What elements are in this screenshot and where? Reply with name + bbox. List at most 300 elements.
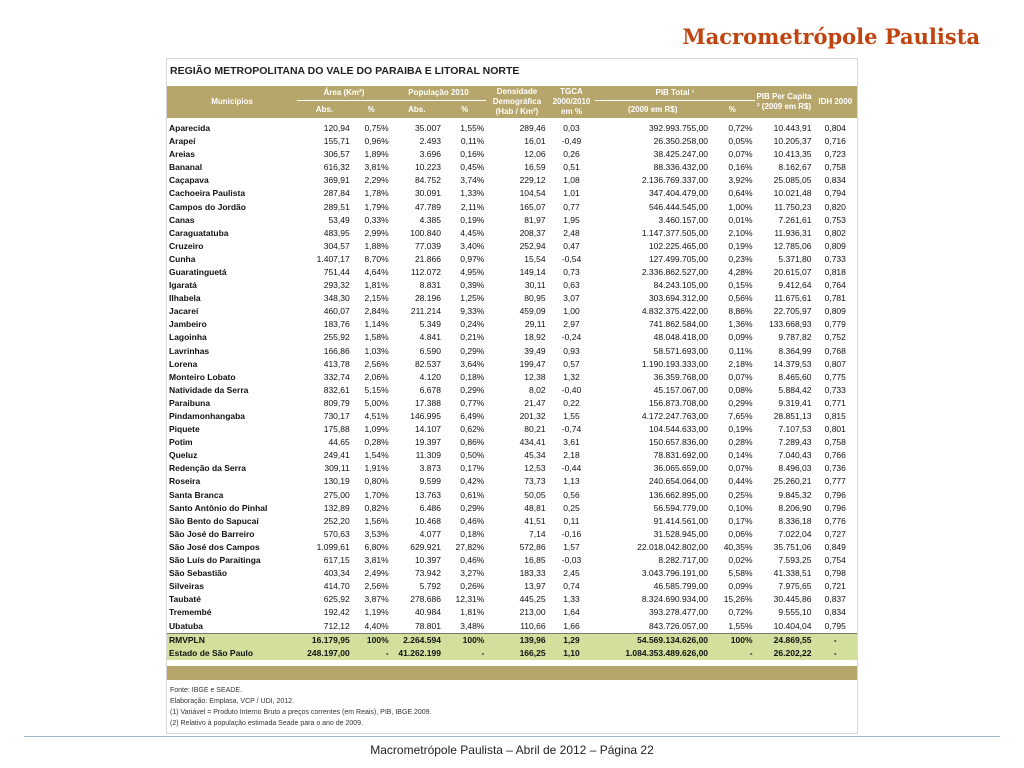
area-abs-cell: 120,94: [323, 123, 350, 133]
pop-pct-cell: 4,95%: [460, 266, 485, 277]
densidade-cell: 16,01: [524, 136, 546, 147]
idh-cell: 0,837: [824, 594, 846, 605]
area-pct-cell: 6,80%: [364, 541, 389, 552]
densidade-cell: 39,49: [524, 345, 546, 356]
table-notes: [167, 680, 857, 733]
idh-cell: 0,809: [824, 240, 846, 251]
pib-total-cell: 91.414.561,00: [653, 515, 709, 526]
pib-total-cell: 1.147.377.505,00: [641, 227, 709, 238]
pop-pct-cell: 0,29%: [460, 502, 485, 513]
pop-pct-cell: 4,45%: [460, 227, 485, 238]
area-pct-cell: 5,15%: [364, 384, 389, 395]
area-abs-cell: 289,51: [323, 201, 350, 212]
pib-total-cell: 741.862.584,00: [648, 319, 709, 330]
idh-cell: 0,777: [824, 476, 846, 487]
table-row: [167, 541, 857, 554]
densidade-cell: 41,51: [524, 515, 546, 526]
pib-total-cell: 136.662.895,00: [648, 489, 709, 500]
area-pct-cell: 1,78%: [364, 188, 389, 199]
municipio-cell: Estado de São Paulo: [167, 647, 297, 660]
densidade-cell: 15,54: [524, 253, 546, 264]
area-abs-cell: 617,15: [323, 555, 350, 566]
pib-per-capita-cell: 7.261,61: [778, 214, 812, 225]
pop-abs-cell: 4.077: [419, 528, 441, 539]
pib-total-cell: 56.594.779,00: [653, 502, 709, 513]
pib-pct-cell: 0,56%: [728, 293, 753, 304]
pib-per-capita-cell: 7.040,43: [778, 450, 812, 461]
pib-pct-cell: 0,10%: [728, 502, 753, 513]
pop-pct-cell: 27,82%: [455, 541, 485, 552]
pop-abs-cell: 11.309: [415, 450, 441, 461]
header-idh: IDH 2000: [814, 86, 858, 118]
pop-pct-cell: 12,31%: [455, 594, 485, 605]
municipal-data-table: [167, 86, 857, 660]
table-row: [167, 358, 857, 371]
pib-per-capita-cell: 8.206,90: [778, 502, 812, 513]
pib-total-cell: 26.350.258,00: [653, 136, 709, 147]
area-abs-cell: 252,20: [323, 515, 350, 526]
densidade-cell: 434,41: [519, 437, 546, 448]
table-row: [167, 397, 857, 410]
pop-pct-cell: 1,25%: [460, 293, 485, 304]
area-pct-cell: 2,56%: [364, 358, 389, 369]
pop-pct-cell: 0,39%: [460, 280, 485, 291]
pib-pct-cell: 0,07%: [728, 463, 753, 474]
densidade-cell: 45,34: [524, 450, 546, 461]
total-row: [167, 633, 857, 647]
total-row: [167, 647, 857, 660]
pop-abs-cell: 10.468: [414, 515, 441, 526]
area-pct-cell: 1,88%: [364, 240, 389, 251]
pib-total-cell: 1.084.353.489.626,00: [595, 647, 710, 660]
table-row: [167, 502, 857, 515]
header-area: Área (Km²): [297, 86, 390, 101]
pop-abs-cell: 41.262.199: [391, 647, 443, 660]
table-row: [167, 593, 857, 606]
municipio-cell: Taubaté: [169, 594, 201, 605]
tgca-cell: 1,32: [563, 371, 580, 382]
pib-per-capita-cell: 10.413,35: [773, 149, 812, 160]
municipio-cell: Roseira: [169, 476, 201, 487]
idh-cell: 0,779: [824, 319, 846, 330]
area-pct-cell: 1,79%: [364, 201, 389, 212]
pib-pct-cell: 100%: [710, 633, 755, 647]
pop-abs-cell: 112.072: [410, 266, 441, 277]
pop-abs-cell: 35.007: [414, 123, 441, 133]
idh-cell: 0,766: [824, 450, 846, 461]
densidade-cell: 8,02: [529, 384, 546, 395]
pib-pct-cell: 0,09%: [728, 581, 753, 592]
table-row: [167, 449, 857, 462]
tgca-cell: -0,16: [561, 528, 582, 539]
table-row: [167, 161, 857, 174]
municipio-cell: Lorena: [169, 358, 198, 369]
idh-cell: 0,809: [824, 306, 846, 317]
pop-pct-cell: 6,49%: [460, 411, 485, 422]
pop-abs-cell: 4.120: [419, 371, 441, 382]
densidade-cell: 81,97: [524, 214, 546, 225]
table-row: [167, 292, 857, 305]
pib-pct-cell: 3,92%: [728, 175, 753, 186]
idh-cell: 0,764: [824, 280, 846, 291]
pib-per-capita-cell: 8.496,03: [778, 463, 812, 474]
pib-total-cell: 36.359.768,00: [653, 371, 709, 382]
table-row: [167, 384, 857, 397]
area-abs-cell: 309,11: [324, 463, 350, 474]
pib-per-capita-cell: 25.085,05: [773, 175, 812, 186]
pop-pct-cell: 0,62%: [460, 424, 485, 435]
pib-per-capita-cell: 7.022,04: [778, 528, 812, 539]
area-abs-cell: 248.197,00: [297, 647, 352, 660]
pib-total-cell: 393.278.477,00: [648, 607, 709, 618]
densidade-cell: 21,47: [524, 397, 546, 408]
densidade-cell: 7,14: [529, 528, 546, 539]
idh-cell: 0,752: [824, 332, 846, 343]
pib-total-cell: 36.065.659,00: [653, 463, 709, 474]
pib-total-cell: 31.528.945,00: [653, 528, 709, 539]
pop-pct-cell: 0,11%: [460, 136, 485, 147]
area-abs-cell: 293,32: [323, 280, 350, 291]
area-abs-cell: 306,57: [323, 149, 350, 160]
tgca-cell: 0,63: [563, 280, 580, 291]
pib-per-capita-cell: 20.615,07: [773, 266, 812, 277]
pib-pct-cell: 0,01%: [728, 214, 753, 225]
municipio-cell: Cunha: [169, 253, 196, 264]
area-abs-cell: 413,78: [323, 358, 350, 369]
area-abs-cell: 730,17: [323, 411, 350, 422]
pib-pct-cell: 0,07%: [728, 371, 753, 382]
idh-cell: 0,781: [824, 293, 846, 304]
tgca-cell: 2,45: [563, 568, 580, 579]
pib-per-capita-cell: 41.338,51: [773, 568, 812, 579]
idh-cell: 0,818: [824, 266, 846, 277]
table-row: [167, 567, 857, 580]
densidade-cell: 104,54: [519, 188, 546, 199]
municipio-cell: São Sebastião: [169, 568, 228, 579]
pib-total-cell: 22.018.042.802,00: [637, 541, 709, 552]
tgca-cell: -0,40: [561, 384, 582, 395]
table-row: [167, 554, 857, 567]
header-pib-per-capita: PIB Per Capita ² (2009 em R$): [755, 86, 814, 118]
idh-cell: 0,834: [824, 607, 846, 618]
area-abs-cell: 16.179,95: [297, 633, 352, 647]
pop-abs-cell: 82.537: [414, 358, 441, 369]
header-municipios: Municípios: [167, 86, 297, 118]
pib-total-cell: 54.569.134.626,00: [595, 633, 710, 647]
densidade-cell: 30,11: [524, 280, 546, 291]
idh-cell: 0,758: [824, 162, 846, 173]
pib-pct-cell: 0,72%: [728, 607, 753, 618]
area-pct-cell: 0,80%: [364, 476, 389, 487]
pib-pct-cell: 4,28%: [728, 266, 753, 277]
table-row: [167, 423, 857, 436]
pop-pct-cell: 0,46%: [460, 515, 485, 526]
pop-pct-cell: -: [443, 647, 486, 660]
pib-pct-cell: 0,25%: [728, 489, 753, 500]
pib-total-cell: 2.136.769.337,00: [641, 175, 709, 186]
pib-total-cell: 8.282.717,00: [658, 555, 709, 566]
tgca-cell: 2,18: [563, 450, 580, 461]
tgca-cell: 1,95: [563, 214, 580, 225]
area-pct-cell: 2,29%: [364, 175, 389, 186]
pib-pct-cell: -: [710, 647, 755, 660]
header-densidade: Densidade Demográfica (Hab / Km²): [486, 86, 547, 118]
area-abs-cell: 132,89: [323, 502, 350, 513]
pib-total-cell: 8.324.690.934,00: [641, 594, 709, 605]
pib-total-cell: 156.873.708,00: [648, 397, 709, 408]
header-populacao: População 2010: [391, 86, 487, 101]
pib-total-cell: 84.243.105,00: [653, 280, 709, 291]
area-pct-cell: 0,28%: [364, 437, 389, 448]
pib-total-cell: 1.190.193.333,00: [641, 358, 709, 369]
pop-pct-cell: 0,86%: [460, 437, 485, 448]
pop-abs-cell: 14.107: [414, 424, 441, 435]
idh-cell: 0,815: [824, 411, 846, 422]
area-pct-cell: 2,06%: [364, 371, 389, 382]
pib-per-capita-cell: 5.371,80: [778, 253, 812, 264]
densidade-cell: 149,14: [519, 266, 546, 277]
densidade-cell: 252,94: [519, 240, 546, 251]
tgca-cell: 1,13: [563, 476, 580, 487]
area-pct-cell: 1,89%: [364, 149, 389, 160]
municipio-cell: São Bento do Sapucaí: [169, 515, 259, 526]
tgca-cell: 0,74: [563, 581, 580, 592]
table-row: [167, 279, 857, 292]
tgca-cell: 1,10: [548, 647, 596, 660]
densidade-cell: 110,66: [520, 620, 546, 631]
pop-abs-cell: 30.091: [414, 188, 441, 199]
pib-per-capita-cell: 12.785,06: [773, 240, 812, 251]
area-abs-cell: 304,57: [323, 240, 350, 251]
pib-pct-cell: 0,09%: [728, 332, 753, 343]
pop-abs-cell: 6.678: [419, 384, 441, 395]
tgca-cell: 0,57: [563, 358, 580, 369]
idh-cell: 0,768: [824, 345, 846, 356]
table-row: [167, 331, 857, 344]
pib-pct-cell: 1,55%: [728, 620, 753, 631]
area-pct-cell: 2,15%: [364, 293, 389, 304]
pib-total-cell: 4.172.247.763,00: [641, 411, 709, 422]
pop-abs-cell: 4.841: [419, 332, 441, 343]
municipio-cell: Caraguatatuba: [169, 227, 229, 238]
table-row: [167, 214, 857, 227]
area-pct-cell: 4,40%: [364, 620, 389, 631]
area-pct-cell: 2,84%: [364, 306, 389, 317]
area-abs-cell: 369,91: [323, 175, 350, 186]
pib-per-capita-cell: 8.364,99: [778, 345, 812, 356]
area-abs-cell: 44,65: [328, 437, 350, 448]
footer-divider: [24, 736, 1000, 737]
area-abs-cell: 751,44: [323, 266, 350, 277]
densidade-cell: 18,92: [524, 332, 546, 343]
area-pct-cell: 1,58%: [364, 332, 389, 343]
area-pct-cell: 2,49%: [364, 568, 389, 579]
pop-abs-cell: 78.801: [414, 620, 441, 631]
pib-total-cell: 3.460.157,00: [658, 214, 709, 225]
pib-per-capita-cell: 9.412,64: [778, 280, 812, 291]
pop-abs-cell: 21.866: [414, 253, 441, 264]
municipio-cell: Natividade da Serra: [169, 384, 249, 395]
idh-cell: 0,804: [824, 123, 846, 133]
table-row: [167, 606, 857, 619]
pop-abs-cell: 40.984: [414, 607, 441, 618]
area-abs-cell: 287,84: [323, 188, 350, 199]
pib-total-cell: 392.993.755,00: [648, 123, 709, 133]
tgca-cell: 1,29: [548, 633, 596, 647]
pop-abs-cell: 5.792: [419, 581, 441, 592]
municipio-cell: RMVPLN: [167, 633, 297, 647]
tgca-cell: -0,03: [561, 555, 582, 566]
municipio-cell: Silveiras: [169, 581, 204, 592]
idh-cell: 0,721: [824, 581, 846, 592]
idh-cell: 0,802: [824, 227, 846, 238]
pib-per-capita-cell: 133.668,93: [768, 319, 812, 330]
tgca-cell: 1,08: [563, 175, 580, 186]
pib-total-cell: 102.225.465,00: [648, 240, 709, 251]
idh-cell: -: [814, 633, 858, 647]
area-abs-cell: 712,12: [323, 620, 350, 631]
idh-cell: 0,754: [824, 555, 846, 566]
area-abs-cell: 53,49: [328, 214, 350, 225]
area-pct-cell: 1,03%: [364, 345, 389, 356]
slide-title: Macrometrópole Paulista: [682, 24, 980, 49]
table-row: [167, 515, 857, 528]
area-pct-cell: 1,56%: [364, 515, 389, 526]
pib-pct-cell: 0,02%: [728, 555, 753, 566]
pop-pct-cell: 0,42%: [460, 476, 485, 487]
tgca-cell: 1,66: [563, 620, 580, 631]
pib-per-capita-cell: 7.107,53: [778, 424, 812, 435]
pib-total-cell: 38.425.247,00: [653, 149, 709, 160]
pib-per-capita-cell: 7.975,65: [778, 581, 812, 592]
area-pct-cell: 4,51%: [364, 411, 389, 422]
pib-pct-cell: 0,08%: [728, 384, 753, 395]
pib-pct-cell: 7,65%: [728, 411, 753, 422]
pop-abs-cell: 6.486: [419, 502, 441, 513]
note-2: (2) Relativo à população estimada Seade para o ano de 2009.: [170, 719, 364, 727]
header-pop-pct: %: [443, 101, 486, 119]
pop-abs-cell: 146.995: [410, 411, 441, 422]
pop-abs-cell: 278.686: [410, 594, 441, 605]
tgca-cell: 1,00: [563, 306, 580, 317]
densidade-cell: 213,00: [519, 607, 546, 618]
table-row: [167, 528, 857, 541]
pib-per-capita-cell: 10.443,91: [773, 123, 812, 133]
area-abs-cell: 616,32: [323, 162, 350, 173]
table-row: [167, 227, 857, 240]
pop-abs-cell: 47.789: [414, 201, 441, 212]
tgca-cell: -0,54: [561, 253, 582, 264]
pop-pct-cell: 0,18%: [460, 371, 485, 382]
pop-pct-cell: 3,27%: [460, 568, 485, 579]
table-row: [167, 371, 857, 384]
area-abs-cell: 1.407,17: [316, 253, 350, 264]
municipio-cell: Santa Branca: [169, 489, 224, 500]
idh-cell: 0,807: [824, 358, 846, 369]
pib-pct-cell: 2,10%: [728, 227, 753, 238]
area-pct-cell: 1,19%: [364, 607, 389, 618]
pop-pct-cell: 3,64%: [460, 358, 485, 369]
tgca-cell: 0,77: [563, 201, 580, 212]
pib-per-capita-cell: 11.936,31: [774, 227, 812, 238]
municipio-cell: Piquete: [169, 424, 200, 435]
pop-abs-cell: 84.752: [414, 175, 441, 186]
densidade-cell: 12,53: [524, 463, 546, 474]
pop-pct-cell: 1,33%: [460, 188, 485, 199]
densidade-cell: 16,85: [524, 555, 546, 566]
densidade-cell: 50,05: [524, 489, 546, 500]
table-row: [167, 345, 857, 358]
tgca-cell: 2,97: [563, 319, 580, 330]
municipio-cell: Monteiro Lobato: [169, 371, 236, 382]
municipio-cell: Canas: [169, 214, 195, 225]
tgca-cell: 3,07: [563, 293, 580, 304]
idh-cell: 0,758: [824, 437, 846, 448]
idh-cell: 0,723: [824, 149, 846, 160]
tgca-cell: 0,51: [563, 162, 580, 173]
pop-abs-cell: 9.599: [419, 476, 441, 487]
tgca-cell: 0,25: [563, 502, 580, 513]
tgca-cell: 0,73: [563, 266, 580, 277]
municipio-cell: Cachoeira Paulista: [169, 188, 246, 199]
municipio-cell: São Luís do Paraitinga: [169, 555, 261, 566]
pop-abs-cell: 10.397: [414, 555, 441, 566]
tgca-cell: 1,57: [563, 541, 580, 552]
pib-total-cell: 347.404.479,00: [648, 188, 709, 199]
idh-cell: -: [814, 647, 858, 660]
area-abs-cell: 249,41: [323, 450, 350, 461]
table-row: [167, 410, 857, 423]
densidade-cell: 139,96: [486, 633, 547, 647]
pib-per-capita-cell: 30.445,86: [773, 594, 812, 605]
table-row: [167, 118, 857, 135]
idh-cell: 0,801: [824, 424, 846, 435]
area-pct-cell: 100%: [352, 633, 391, 647]
municipio-cell: Jambeiro: [169, 319, 207, 330]
table-row: [167, 318, 857, 331]
area-pct-cell: 1,70%: [364, 489, 389, 500]
pop-pct-cell: 0,19%: [460, 214, 485, 225]
municipio-cell: Bananal: [169, 162, 203, 173]
area-abs-cell: 183,76: [323, 319, 350, 330]
municipio-cell: Lagoinha: [169, 332, 207, 343]
pop-abs-cell: 629.921: [410, 541, 441, 552]
idh-cell: 0,834: [824, 175, 846, 186]
pop-abs-cell: 73.942: [414, 568, 441, 579]
densidade-cell: 289,46: [519, 123, 546, 133]
table-row: [167, 619, 857, 633]
pib-per-capita-cell: 9.555,10: [778, 607, 812, 618]
pib-total-cell: 546.444.545,00: [648, 201, 709, 212]
pop-pct-cell: 0,77%: [460, 397, 485, 408]
densidade-cell: 201,32: [519, 411, 546, 422]
pib-total-cell: 127.499.705,00: [648, 253, 709, 264]
pop-pct-cell: 100%: [443, 633, 486, 647]
page-footer: Macrometrópole Paulista – Abril de 2012 – Página 22: [370, 743, 654, 757]
densidade-cell: 16,59: [524, 162, 546, 173]
pop-pct-cell: 0,29%: [460, 345, 485, 356]
densidade-cell: 13,97: [524, 581, 546, 592]
header-area-pct: %: [352, 101, 391, 119]
idh-cell: 0,753: [824, 214, 846, 225]
table-row: [167, 253, 857, 266]
pib-per-capita-cell: 10.021,48: [773, 188, 812, 199]
densidade-cell: 199,47: [519, 358, 546, 369]
pib-pct-cell: 1,36%: [728, 319, 753, 330]
area-abs-cell: 403,34: [323, 568, 350, 579]
densidade-cell: 48,81: [524, 502, 546, 513]
tgca-cell: -0,74: [561, 424, 582, 435]
